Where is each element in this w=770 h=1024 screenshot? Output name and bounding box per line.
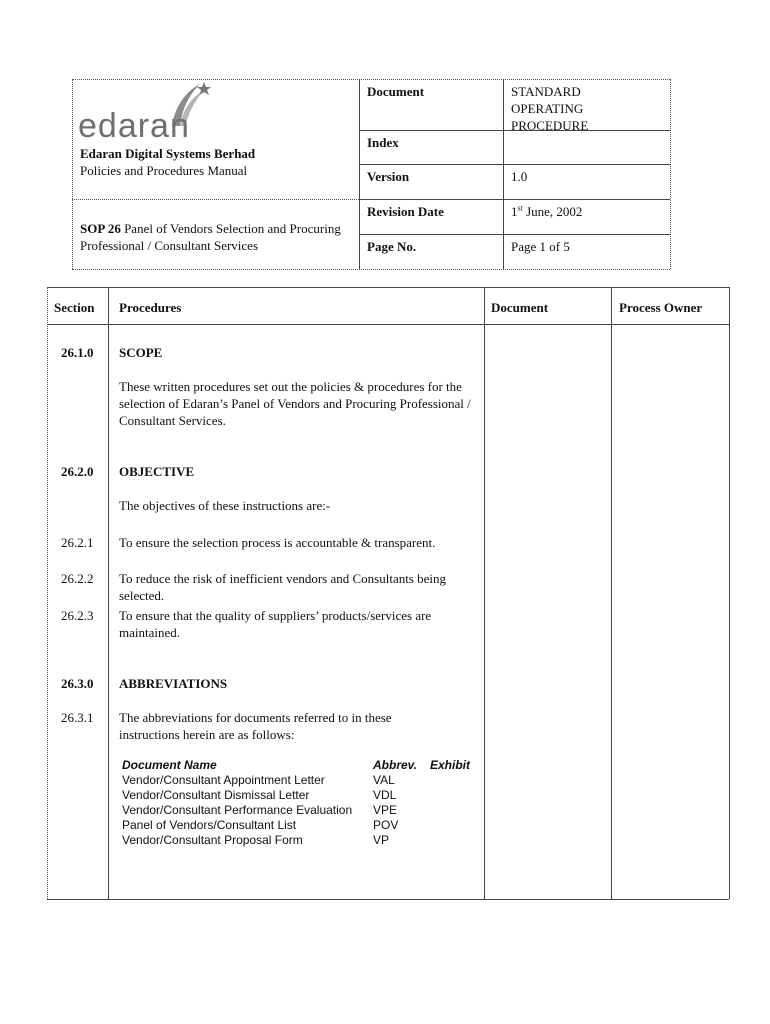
abbreviations-sub-number: 26.3.1 (61, 710, 94, 725)
sop-title: Panel of Vendors Selection and Procuring Professional / Consultant Services (80, 221, 341, 253)
abbrev-row-name: Vendor/Consultant Appointment Letter (122, 773, 325, 787)
objective-intro: The objectives of these instructions are:- (119, 498, 331, 513)
revision-day-suffix: st (517, 203, 523, 213)
objective-item-text: To ensure that the quality of suppliers’ products/services are maintained. (119, 608, 432, 640)
field-label-page-no: Page No. (367, 239, 417, 254)
objective-item-number: 26.2.2 (61, 571, 94, 586)
abbrev-col-abbrev: Abbrev. (373, 758, 418, 772)
field-label-revision-date: Revision Date (367, 204, 444, 219)
company-name: Edaran Digital Systems Berhad (80, 146, 256, 161)
abbrev-col-document-name: Document Name (122, 758, 217, 772)
field-value-page-no: Page 1 of 5 (511, 239, 570, 254)
abbrev-row-name: Vendor/Consultant Performance Evaluation (122, 803, 353, 817)
field-value-revision-date (511, 203, 582, 220)
logo-wordmark: edaran (78, 107, 190, 145)
manual-title: Policies and Procedures Manual (80, 163, 248, 178)
abbreviations-intro: The abbreviations for documents referred to in these instructions herein are as follows: (119, 710, 392, 742)
col-header-procedures: Procedures (119, 300, 182, 315)
col-header-document: Document (491, 300, 549, 315)
abbrev-row-name: Panel of Vendors/Consultant List (122, 818, 297, 832)
objective-item-text: To ensure the selection process is accountable & transparent. (119, 535, 436, 550)
objective-item-number: 26.2.1 (61, 535, 94, 550)
revision-month-year: June, 2002 (522, 204, 583, 219)
field-label-version: Version (367, 169, 410, 184)
section-heading-objective: OBJECTIVE (119, 464, 195, 479)
abbrev-row-code: VDL (373, 788, 397, 802)
field-value-document: STANDARD OPERATING PROCEDURE (511, 84, 589, 133)
sop-number: SOP 26 (80, 221, 121, 236)
section-number-scope: 26.1.0 (61, 345, 94, 360)
abbrev-row-code: VPE (373, 803, 398, 817)
abbrev-col-exhibit: Exhibit (430, 758, 471, 772)
section-number-abbreviations: 26.3.0 (61, 676, 94, 691)
field-value-version: 1.0 (511, 169, 528, 184)
scope-body: These written procedures set out the policies & procedures for the selection of Edaran’s Panel of Vendors and Procuring Professional / Consultant Services. (119, 379, 471, 428)
sop-title-block (80, 220, 355, 254)
section-heading-abbreviations: ABBREVIATIONS (119, 676, 228, 691)
section-number-objective: 26.2.0 (61, 464, 94, 479)
field-label-index: Index (367, 135, 399, 150)
objective-item-number: 26.2.3 (61, 608, 94, 623)
revision-day: 1 (511, 204, 518, 219)
section-heading-scope: SCOPE (119, 345, 163, 360)
abbrev-row-code: VAL (373, 773, 395, 787)
field-label-document: Document (367, 84, 425, 99)
abbrev-row-code: POV (373, 818, 399, 832)
abbrev-row-code: VP (373, 833, 390, 847)
abbrev-row-name: Vendor/Consultant Dismissal Letter (122, 788, 310, 802)
col-header-section: Section (54, 300, 95, 315)
abbrev-row-name: Vendor/Consultant Proposal Form (122, 833, 303, 847)
objective-item-text: To reduce the risk of inefficient vendors and Consultants being selected. (119, 571, 447, 603)
col-header-process-owner: Process Owner (619, 300, 703, 315)
